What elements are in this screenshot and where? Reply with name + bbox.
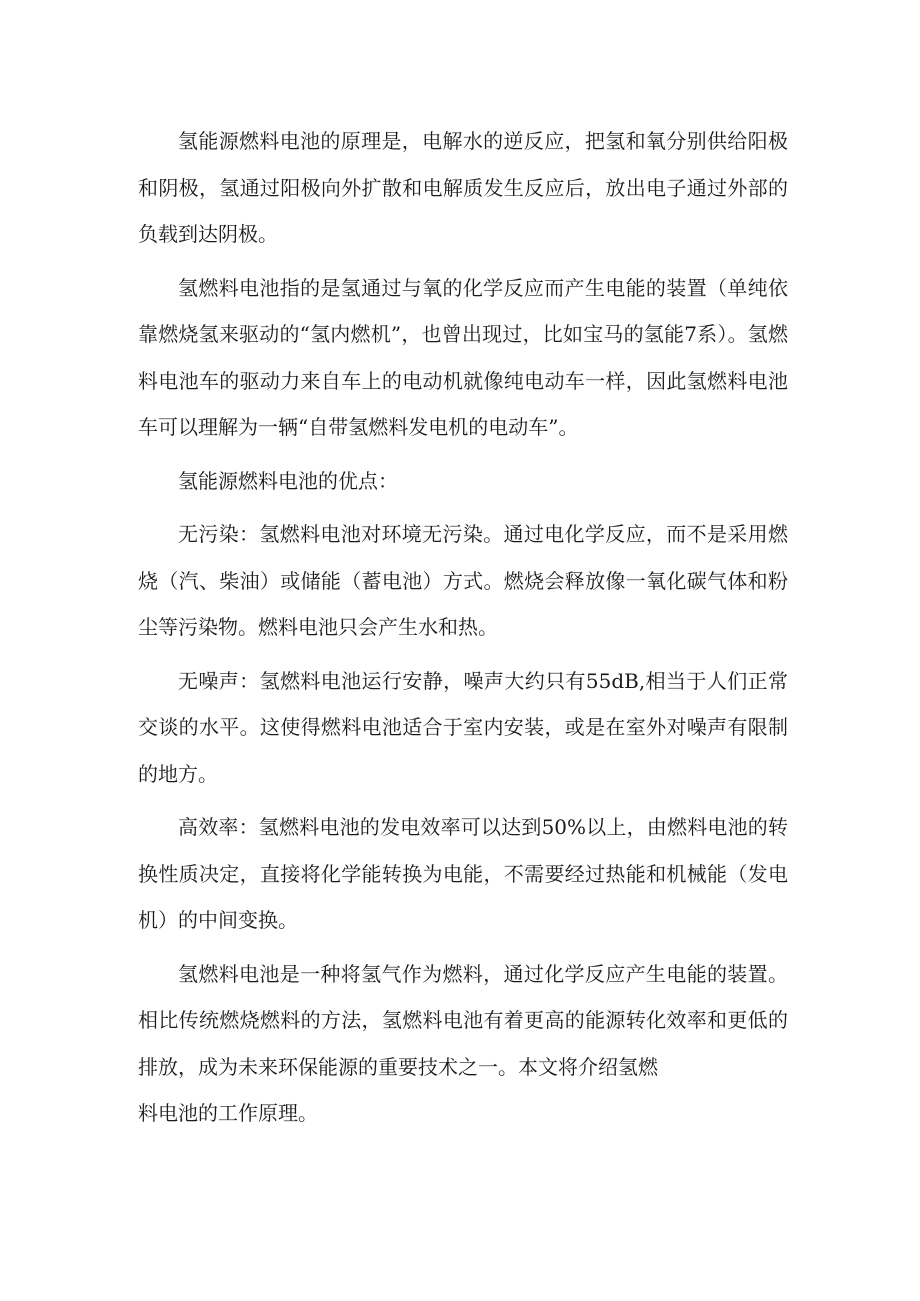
paragraph-summary-last-line: 料电池的工作原理。 bbox=[138, 1101, 318, 1125]
paragraph-principle: 氢能源燃料电池的原理是，电解水的逆反应，把氢和氧分别供给阳极和阴极，氢通过阳极向外扩散和电解质发生反应后，放出电子通过外部的负载到达阴极。 bbox=[138, 129, 788, 246]
paragraph-definition: 氢燃料电池指的是氢通过与氧的化学反应而产生电能的装置（单纯依靠燃烧氢来驱动的“氢内燃机”，也曾出现过，比如宝马的氢能7系）。氢燃料电池车的驱动力来自车上的电动机就像纯电动车一样，因此氢燃料电池车可以理解为一辆“自带氢燃料发电机的电动车”。 bbox=[138, 275, 788, 439]
paragraph-summary: 氢燃料电池是一种将氢气作为燃料，通过化学反应产生电能的装置。相比传统燃烧燃料的方法，氢燃料电池有着更高的能源转化效率和更低的排放，成为未来环保能源的重要技术之一。本文将介绍氢燃 bbox=[138, 961, 788, 1079]
document-body bbox=[138, 118, 788, 1137]
paragraph-advantages-heading: 氢能源燃料电池的优点： bbox=[178, 468, 398, 493]
paragraph-high-efficiency: 高效率：氢燃料电池的发电效率可以达到50%以上，由燃料电池的转换性质决定，直接将化学能转换为电能，不需要经过热能和机械能（发电机）的中间变换。 bbox=[138, 815, 788, 932]
paragraph-no-pollution: 无污染：氢燃料电池对环境无污染。通过电化学反应，而不是采用燃烧（汽、柴油）或储能（蓄电池）方式。燃烧会释放像一氧化碳气体和粉尘等污染物。燃料电池只会产生水和热。 bbox=[138, 522, 788, 639]
paragraph-no-noise: 无噪声：氢燃料电池运行安静，噪声大约只有55dB,相当于人们正常交谈的水平。这使得燃料电池适合于室内安装，或是在室外对噪声有限制的地方。 bbox=[138, 668, 788, 786]
